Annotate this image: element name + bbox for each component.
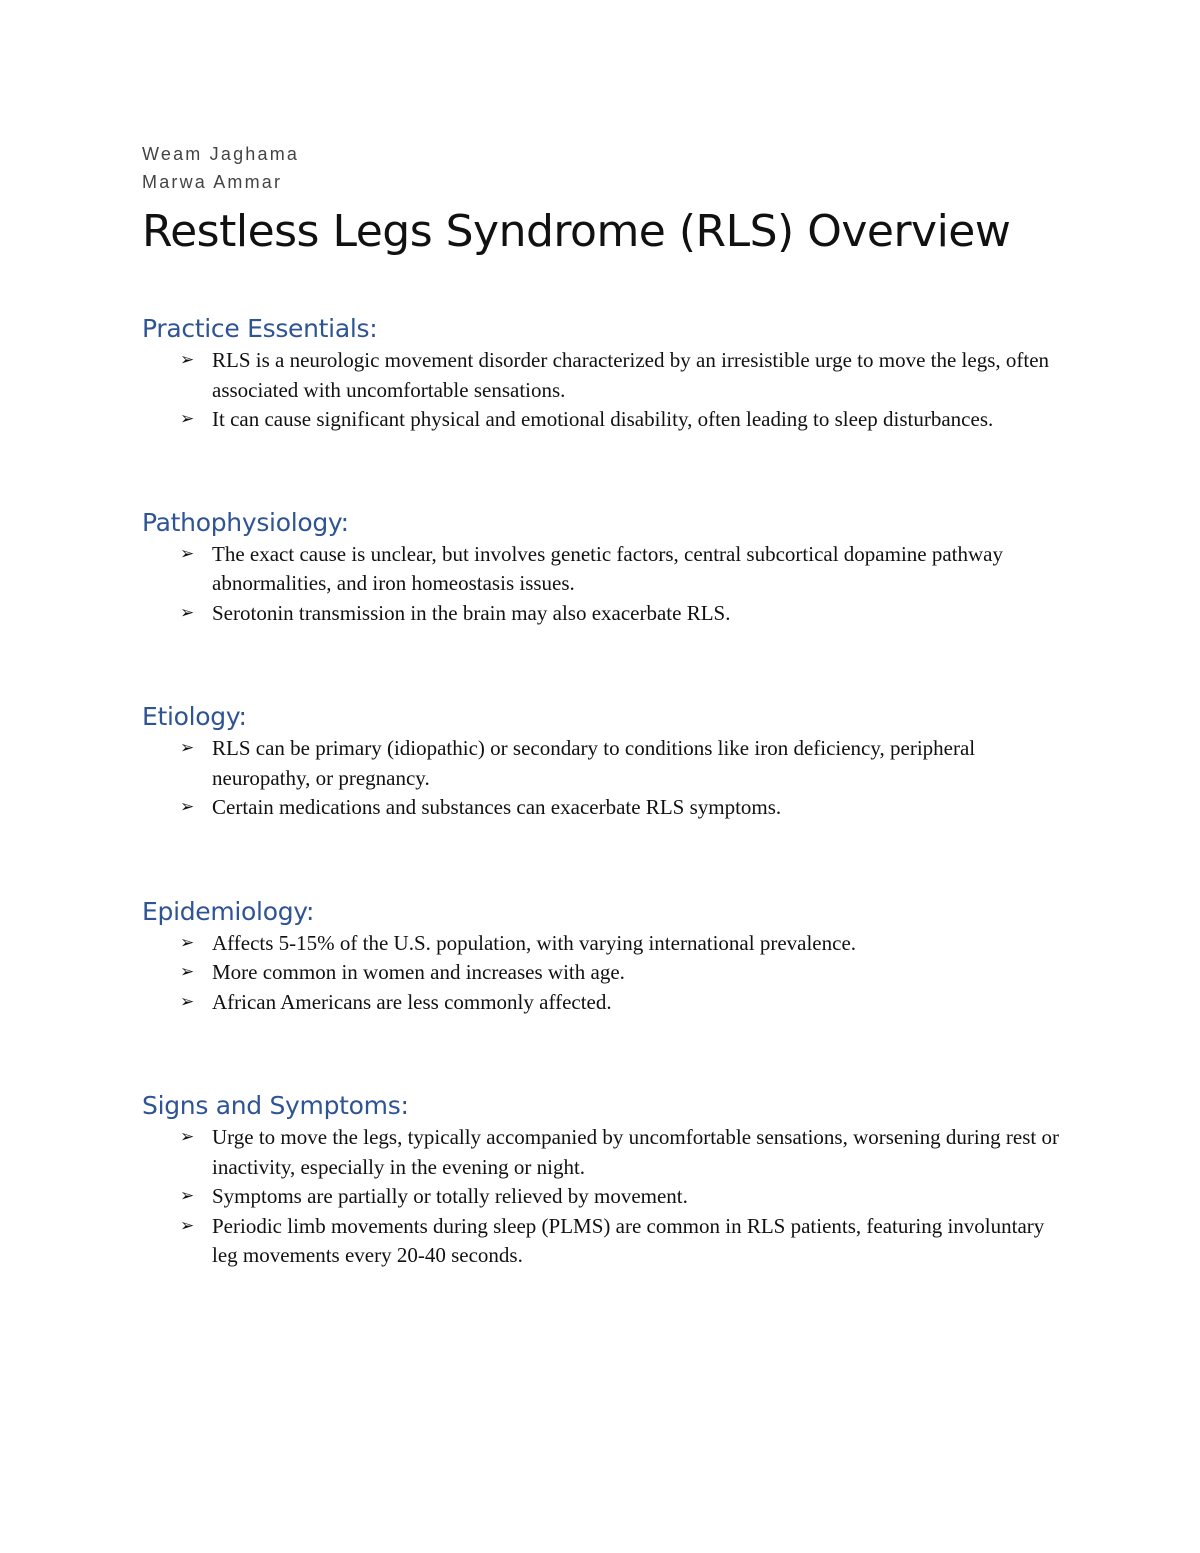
list-item-text: Symptoms are partially or totally relieved by movement. — [212, 1184, 688, 1208]
arrowhead-bullet-icon: ➢ — [180, 797, 195, 817]
section-epidemiology — [142, 895, 1062, 1018]
list-item — [142, 346, 1062, 405]
bullet-list — [142, 929, 1062, 1018]
list-item — [142, 929, 1062, 959]
arrowhead-bullet-icon: ➢ — [180, 738, 195, 758]
list-item — [142, 540, 1062, 599]
list-item-text: Urge to move the legs, typically accompanied by uncomfortable sensations, worsening during rest or inactivity, especially in the evening or night. — [212, 1125, 1059, 1179]
list-item — [142, 793, 1062, 823]
arrowhead-bullet-icon: ➢ — [180, 962, 195, 982]
arrowhead-bullet-icon: ➢ — [180, 543, 195, 564]
list-item — [142, 599, 1062, 629]
list-item-text: African Americans are less commonly affected. — [212, 989, 612, 1014]
section-heading: Pathophysiology: — [142, 507, 349, 537]
list-item — [142, 1212, 1062, 1271]
list-item-text: Serotonin transmission in the brain may also exacerbate RLS. — [212, 600, 731, 625]
arrowhead-bullet-icon: ➢ — [180, 991, 195, 1012]
list-item-text: Affects 5-15% of the U.S. population, with varying international prevalence. — [212, 930, 857, 955]
section-heading: Practice Essentials: — [142, 314, 378, 343]
section-etiology — [142, 700, 1062, 823]
arrowhead-bullet-icon: ➢ — [180, 1186, 195, 1206]
list-item-text: The exact cause is unclear, but involves genetic factors, central subcortical dopamine pathway abnormalities, and iron homeostasis issues. — [212, 541, 1004, 595]
bullet-list — [142, 1123, 1062, 1271]
section-signs-and-symptoms — [142, 1089, 1062, 1271]
list-item — [142, 734, 1062, 793]
list-item — [142, 1182, 1062, 1212]
bullet-list — [142, 346, 1062, 435]
list-item-text: More common in women and increases with age. — [212, 960, 625, 984]
list-item-text: RLS can be primary (idiopathic) or secondary to conditions like iron deficiency, peripheral neuropathy, or pregnancy. — [212, 736, 976, 790]
arrowhead-bullet-icon: ➢ — [180, 409, 195, 429]
arrowhead-bullet-icon: ➢ — [180, 932, 195, 953]
list-item-text: It can cause significant physical and emotional disability, often leading to sleep disturbances. — [212, 407, 994, 431]
author-name: Weam Jaghama — [142, 144, 300, 164]
list-item — [142, 1123, 1062, 1182]
author-name: Marwa Ammar — [142, 172, 283, 192]
list-item-text: Certain medications and substances can exacerbate RLS symptoms. — [212, 795, 782, 819]
bullet-list — [142, 734, 1062, 823]
bullet-list — [142, 540, 1062, 629]
arrowhead-bullet-icon: ➢ — [180, 1215, 195, 1236]
list-item-text: RLS is a neurologic movement disorder characterized by an irresistible urge to move the legs, often associated with uncomfortable sensations. — [212, 348, 1050, 402]
section-practice-essentials — [142, 312, 1062, 435]
document-title: Restless Legs Syndrome (RLS) Overview — [142, 206, 1011, 257]
section-pathophysiology — [142, 506, 1062, 629]
section-heading: Etiology: — [142, 702, 247, 731]
arrowhead-bullet-icon: ➢ — [180, 602, 195, 623]
list-item — [142, 405, 1062, 435]
arrowhead-bullet-icon: ➢ — [180, 1127, 195, 1147]
list-item — [142, 958, 1062, 988]
section-heading: Signs and Symptoms: — [142, 1091, 409, 1120]
arrowhead-bullet-icon: ➢ — [180, 350, 195, 370]
list-item-text: Periodic limb movements during sleep (PLMS) are common in RLS patients, featuring involuntary leg movements every 20-40 seconds. — [212, 1213, 1045, 1267]
section-heading: Epidemiology: — [142, 896, 315, 926]
list-item — [142, 988, 1062, 1018]
document-body — [142, 140, 1062, 1271]
